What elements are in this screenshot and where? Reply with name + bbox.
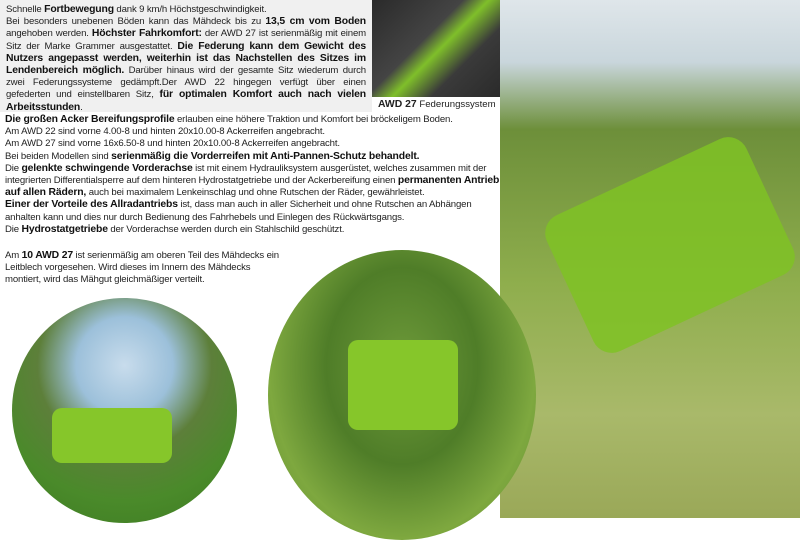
bold-text: 13,5 cm vom Boden xyxy=(265,16,367,28)
bold-text: serienmäßig die Vorderreifen mit Anti-Pannen-Schutz behandelt. xyxy=(111,150,420,162)
bold-text: permanenten Antrieb auf allen Rädern, xyxy=(5,175,500,199)
intro-text-block xyxy=(0,0,372,112)
paragraph xyxy=(5,224,500,236)
text: Am xyxy=(5,250,22,261)
text: ist serienmäßig am oberen Teil des Mähdecks ein Leitblech vorgesehen. Wird dieses im Innern des Mähdecks montiert, wird das Mähgut gleichmäßiger verteilt. xyxy=(5,250,279,286)
main-text-block xyxy=(5,114,500,236)
tall-grass-mowing-photo xyxy=(268,250,536,540)
text: der AWD 27 ist serienmäßig mit einem Sitz der Marke Grammer ausgestattet. xyxy=(6,28,366,52)
paragraph xyxy=(5,250,285,287)
text: . xyxy=(80,101,83,113)
paragraph xyxy=(5,138,500,150)
text: Am AWD 22 sind vorne 4.00-8 und hinten 20x10.00-8 Ackerreifen angebracht. xyxy=(5,126,325,138)
text: Schnelle xyxy=(6,4,45,15)
text: der Vorderachse werden durch ein Stahlschild geschützt. xyxy=(107,223,345,235)
text: Die xyxy=(5,162,22,174)
text: Die xyxy=(5,223,22,235)
caption-model: AWD 27 xyxy=(378,99,417,110)
text: dank 9 km/h Höchstgeschwindigkeit. xyxy=(113,4,267,15)
paragraph xyxy=(6,4,366,16)
bold-text: Höchster Fahrkomfort: xyxy=(91,28,202,40)
paragraph xyxy=(5,199,500,223)
text: Bei beiden Modellen sind xyxy=(5,150,112,162)
paragraph xyxy=(5,151,500,163)
bold-text: gelenkte schwingende Vorderachse xyxy=(21,162,193,174)
text: ist, dass man auch in aller Sicherheit und ohne Rutschen an Abhängen anhalten kann und dies nur durch Bedienung des Fahrhebels und Einlegen des Rückwärtsgangs. xyxy=(5,199,472,223)
deflector-text-block xyxy=(5,250,285,287)
mower-tall-grass xyxy=(348,340,458,430)
paragraph xyxy=(6,16,366,114)
bold-text: 10 AWD 27 xyxy=(21,250,74,261)
text: Am AWD 27 sind vorne 16x6.50-8 und hinten 20x10.00-8 Ackerreifen angebracht. xyxy=(5,138,340,150)
photo-caption xyxy=(378,99,496,110)
bold-text: für optimalen Komfort auch nach vielen Arbeitsstunden xyxy=(6,89,366,113)
text: Bei besonders unebenen Böden kann das Mähdeck bis zu xyxy=(6,16,266,28)
lawn-mowing-photo xyxy=(12,298,237,523)
text: angehoben werden. xyxy=(6,28,92,40)
paragraph xyxy=(5,114,500,126)
paragraph xyxy=(5,126,500,138)
bold-text: Einer der Vorteile des Allradantriebs xyxy=(5,199,178,211)
bold-text: Fortbewegung xyxy=(44,4,114,15)
text: erlauben eine höhere Traktion und Komfort bei bröckeligem Boden. xyxy=(174,114,453,125)
bold-text: Die Federung kann dem Gewicht des Nutzers angepasst werden, weiterhin ist das Nachstellen des Sitzes im Lendenbereich möglich. xyxy=(6,40,366,77)
bold-text: Hydrostatgetriebe xyxy=(21,223,108,235)
caption-text: Federungssystem xyxy=(416,99,496,110)
text: ist mit einem Hydrauliksystem ausgerüstet, welches zusammen mit der integrierten Differentialsperre auf dem hinteren Hydrostatgetriebe und der Ackerbereifung einen xyxy=(5,162,487,187)
text: Darüber hinaus wird der gesamte Sitz wiederum durch zwei Federungssysteme gedämpft.Der AWD 22 hingegen verfügt über einen gefederten und einstellbaren Sitz, xyxy=(6,65,366,101)
text: auch bei maximalem Lenkeinschlag und ohne Rutschen der Räder, gewährleistet. xyxy=(86,187,425,199)
bold-text: Die großen Acker Bereifungsprofile xyxy=(5,114,175,125)
paragraph xyxy=(5,163,500,200)
mower-lawn xyxy=(52,408,172,463)
